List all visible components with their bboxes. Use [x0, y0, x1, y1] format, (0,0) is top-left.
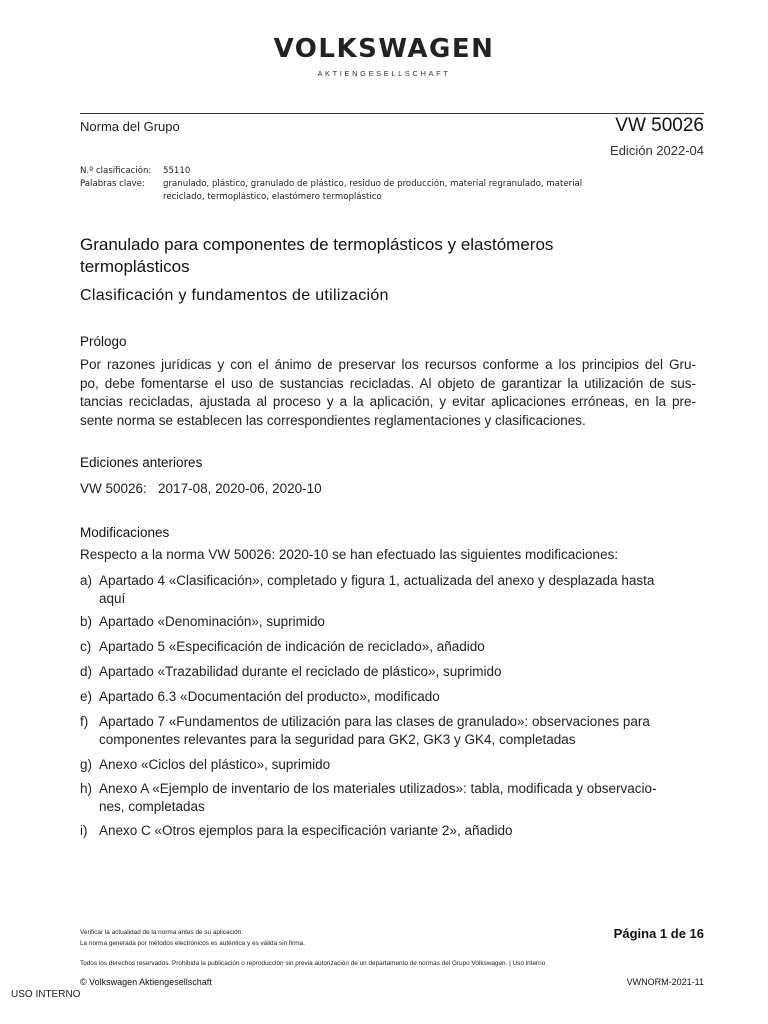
edition-date: Edición 2022-04 — [610, 143, 704, 158]
list-item-text: Apartado 5 «Especificación de indicación de reciclado», añadido — [99, 639, 485, 654]
list-item-text: Apartado «Denominación», suprimido — [99, 614, 325, 629]
list-item-letter: a) — [80, 573, 93, 588]
list-item-text: Apartado 6.3 «Documentación del producto», modificado — [99, 689, 440, 704]
prologo-paragraph — [80, 356, 696, 430]
ediciones-heading: Ediciones anteriores — [80, 455, 203, 470]
prologo-line: tancias recicladas, ajustada al proceso y a la aplicación, y evitar aplicaciones erróneas, en la pre- — [80, 394, 696, 409]
list-item-letter: b) — [80, 614, 93, 629]
modificaciones-heading: Modificaciones — [80, 525, 170, 540]
list-item-text: Apartado 7 «Fundamentos de utilización para las clases de granulado»: observaciones para — [99, 714, 650, 729]
list-item-text: Anexo C «Otros ejemplos para la especificación variante 2», añadido — [99, 823, 513, 838]
document-title — [80, 234, 680, 278]
list-item-text: Anexo A «Ejemplo de inventario de los materiales utilizados»: tabla, modificada y observacio- — [99, 781, 657, 796]
volkswagen-logo: VOLKSWAGEN — [273, 34, 495, 64]
modificaciones-intro: Respecto a la norma VW 50026: 2020-10 se han efectuado las siguientes modificaciones: — [80, 547, 619, 562]
norma-label: Norma del Grupo — [80, 119, 180, 134]
list-item-letter: d) — [80, 664, 93, 679]
list-item-letter: c) — [80, 639, 92, 654]
list-item-text: componentes relevantes para la seguridad para GK2, GK3 y GK4, completadas — [99, 732, 576, 747]
footer-verify-note: Verificar la actualidad de la norma antes de su aplicación. — [80, 929, 244, 936]
title-line-2: termoplásticos — [80, 257, 190, 276]
title-line-1: Granulado para componentes de termoplásticos y elastómeros — [80, 235, 554, 254]
footer-electronic-note: La norma generada por métodos electrónicos es auténtica y es válida sin firma. — [80, 940, 305, 947]
list-item-letter: h) — [80, 781, 93, 796]
ediciones-text: VW 50026: 2017-08, 2020-06, 2020-10 — [80, 481, 322, 496]
footer-form-code: VWNORM-2021-11 — [626, 977, 704, 987]
list-item-letter: f) — [80, 714, 89, 729]
keywords-value-line1: granulado, plástico, granulado de plástico, residuo de producción, material regranulado, material — [163, 179, 583, 189]
document-subtitle: Clasificación y fundamentos de utilización — [80, 287, 389, 304]
list-item-text: nes, completadas — [99, 799, 205, 814]
classification-label: N.º clasificación: — [80, 166, 152, 176]
prologo-line: po, debe fomentarse el uso de sustancias recicladas. Al objeto de garantizar la utilización de sus- — [80, 375, 696, 391]
list-item-text: aquí — [99, 591, 126, 606]
keywords-label: Palabras clave: — [80, 179, 145, 189]
prologo-heading: Prólogo — [80, 334, 127, 349]
footer-copyright: © Volkswagen Aktiengesellschaft — [80, 977, 212, 987]
page-number: Página 1 de 16 — [613, 926, 704, 941]
internal-use-stamp: USO INTERNO — [11, 989, 81, 1000]
list-item-letter: e) — [80, 689, 93, 704]
prologo-line: Por razones jurídicas y con el ánimo de preservar los recursos conforme a los principios del Gru- — [80, 357, 696, 372]
classification-value: 55110 — [163, 166, 191, 176]
list-item-letter: i) — [80, 823, 88, 838]
list-item-letter: g) — [80, 757, 93, 772]
list-item-text: Anexo «Ciclos del plástico», suprimido — [99, 757, 331, 772]
list-item-text: Apartado 4 «Clasificación», completado y figura 1, actualizada del anexo y desplazada hasta — [99, 573, 655, 588]
keywords-value-line2: reciclado, termoplástico, elastómero termoplástico — [163, 192, 382, 202]
prologo-line: sente norma se establecen las correspondientes reglamentaciones y clasificaciones. — [80, 412, 586, 428]
header-divider — [80, 113, 704, 114]
list-item-text: Apartado «Trazabilidad durante el reciclado de plástico», suprimido — [99, 664, 502, 679]
logo-subtitle: AKTIENGESELLSCHAFT — [317, 69, 451, 78]
standard-number: VW 50026 — [615, 115, 704, 136]
footer-rights-note: Todos los derechos reservados. Prohibida la publicación o reproducción sin previa autorización de un departamento de normas del Grupo Volkswagen. | Uso interno — [80, 960, 546, 967]
